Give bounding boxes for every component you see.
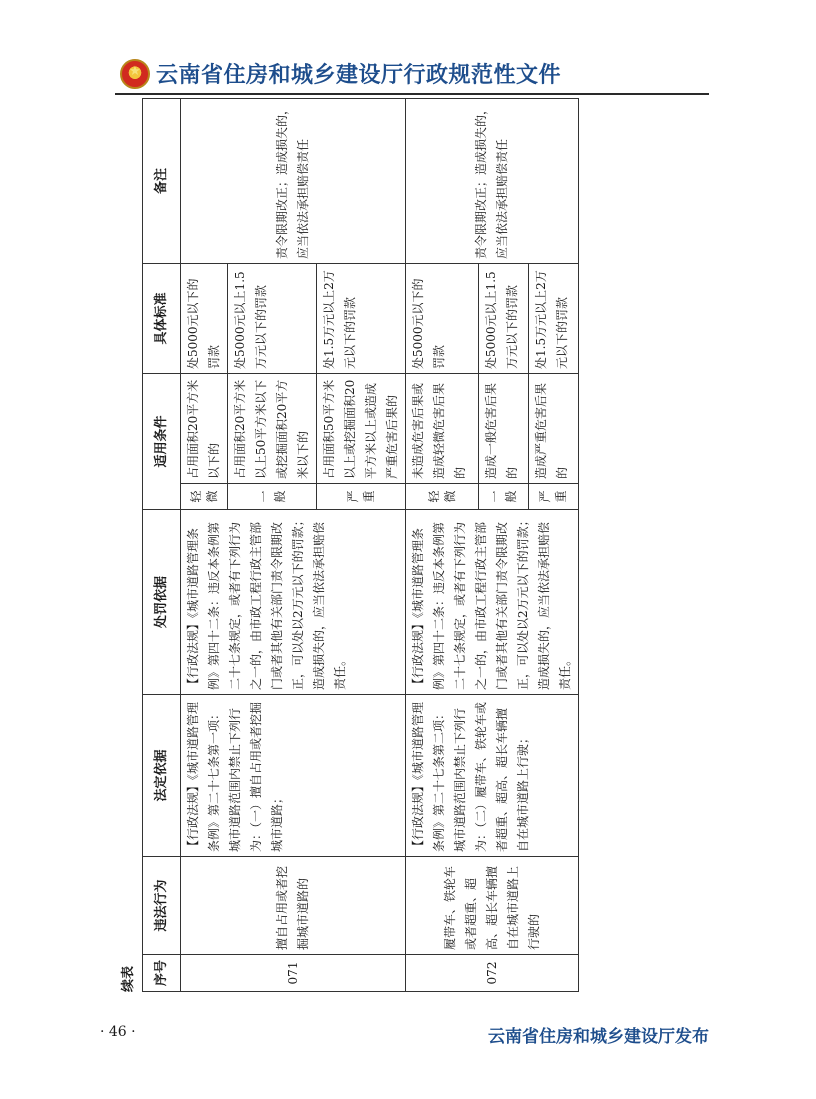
grade-condition: 占用面积50平方米以上或挖掘面积20平方米以上或造成严重危害后果的	[317, 373, 406, 483]
header-act: 违法行为	[143, 857, 181, 955]
header-seq: 序号	[143, 955, 181, 992]
row-seq: 071	[181, 955, 406, 992]
grade-standard: 处1.5万元以上2万元以下的罚款	[317, 263, 406, 373]
row-penalty: 【行政法规】《城市道路管理条例》第四十二条：违反本条例第二十七条规定，或者有下列行为之一的，由市政工程行政主管部门或者其他有关部门责令限期改正，可以处以2万元以下的罚款；造成损失的，应当依法承担赔偿责任。	[406, 510, 579, 695]
row-act: 擅自占用或者挖掘城市道路的	[181, 857, 406, 955]
grade-condition: 造成一般危害后果的	[478, 373, 528, 483]
footer-publisher: 云南省住房和城乡建设厅发布	[488, 1027, 709, 1047]
grade-level: 一 般	[228, 484, 317, 510]
penalty-table	[142, 98, 579, 992]
page-number: · 46 ·	[100, 1024, 136, 1040]
rotated-table-container	[118, 97, 572, 992]
header-remark: 备注	[143, 98, 181, 263]
row-act: 履带车、铁轮车或者超重、超高、超长车辆擅自在城市道路上行驶的	[406, 857, 579, 955]
grade-standard: 处5000元以下的罚款	[181, 263, 228, 373]
grade-level: 一 般	[478, 484, 528, 510]
row-legal: 【行政法规】《城市道路管理条例》第二十七条第一项：城市道路范围内禁止下列行为：（一）擅自占用或者挖掘城市道路；	[181, 695, 406, 857]
grade-standard: 处5000元以上1.5万元以下的罚款	[478, 263, 528, 373]
grade-condition: 占用面积20平方米以上50平方米以下或挖掘面积20平方米以下的	[228, 373, 317, 483]
header-penalty: 处罚依据	[143, 510, 181, 695]
grade-condition: 未造成危害后果或造成轻微危害后果的	[406, 373, 479, 483]
header-standard: 具体标准	[143, 263, 181, 373]
row-remark: 责令限期改正；造成损失的，应当依法承担赔偿责任	[406, 98, 579, 263]
grade-standard: 处1.5万元以上2万元以下的罚款	[528, 263, 578, 373]
grade-level: 严 重	[528, 484, 578, 510]
table-row	[181, 98, 228, 991]
grade-standard: 处5000元以下的罚款	[406, 263, 479, 373]
grade-standard: 处5000元以上1.5万元以下的罚款	[228, 263, 317, 373]
grade-condition: 占用面积20平方米以下的	[181, 373, 228, 483]
table-caption: 续表	[121, 965, 136, 992]
grade-level: 严 重	[317, 484, 406, 510]
table-row	[406, 98, 479, 991]
row-legal: 【行政法规】《城市道路管理条例》第二十七条第二项：城市道路范围内禁止下列行为：（二）履带车、铁轮车或者超重、超高、超长车辆擅自在城市道路上行驶；	[406, 695, 579, 857]
row-penalty: 【行政法规】《城市道路管理条例》第四十二条：违反本条例第二十七条规定，或者有下列行为之一的，由市政工程行政主管部门或者其他有关部门责令限期改正，可以处以2万元以下的罚款；造成损失的，应当依法承担赔偿责任。	[181, 510, 406, 695]
header-divider	[115, 93, 709, 95]
national-emblem-icon	[120, 59, 150, 89]
row-seq: 072	[406, 955, 579, 992]
row-remark: 责令限期改正；造成损失的，应当依法承担赔偿责任	[181, 98, 406, 263]
table-header-row	[143, 98, 181, 991]
header-legal: 法定依据	[143, 695, 181, 857]
grade-level: 轻 微	[181, 484, 228, 510]
grade-level: 轻 微	[406, 484, 479, 510]
header-condition: 适用条件	[143, 373, 181, 509]
page-header	[120, 58, 561, 89]
grade-condition: 造成严重危害后果的	[528, 373, 578, 483]
header-title: 云南省住房和城乡建设厅行政规范性文件	[156, 63, 562, 88]
